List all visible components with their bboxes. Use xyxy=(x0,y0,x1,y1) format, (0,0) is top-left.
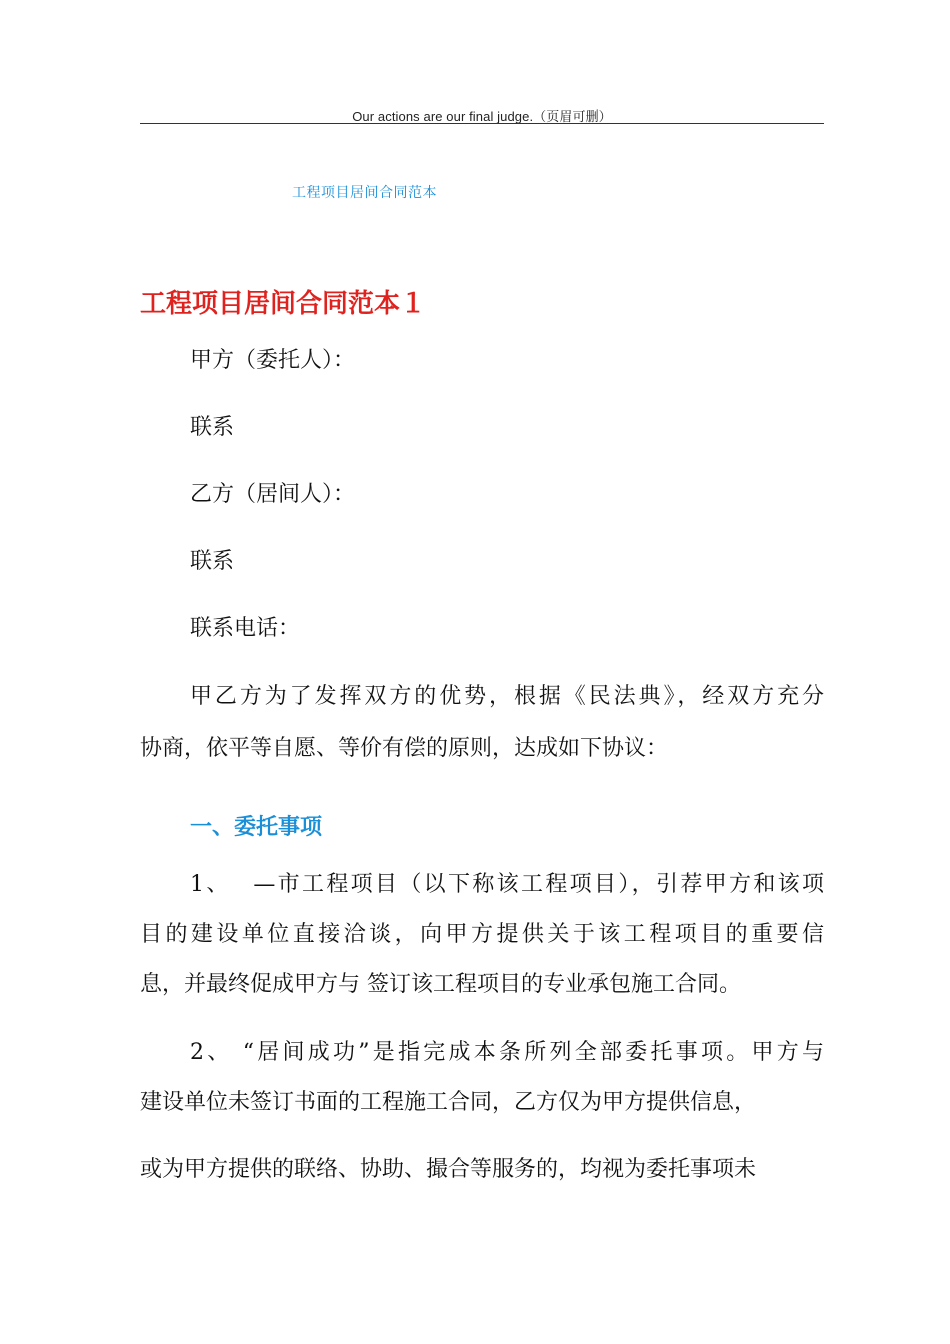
document-title: 工程项目居间合同范本 xyxy=(292,185,437,201)
item1-line-1: 1、 —市工程项目（以下称该工程项目），引荐甲方和该项 xyxy=(190,872,824,897)
intro-line-1: 甲乙方为了发挥双方的优势，根据《民法典》，经双方充分 xyxy=(190,684,824,709)
party-b-contact: 联系 xyxy=(190,549,235,574)
item1-line-3: 息，并最终促成甲方与 签订该工程项目的专业承包施工合同。 xyxy=(140,972,741,997)
header-text: Our actions are our final judge.（页眉可删） xyxy=(352,109,612,124)
item2-line-1: 2、 “居间成功”是指完成本条所列全部委托事项。甲方与 xyxy=(190,1040,824,1065)
item1-line-2: 目的建设单位直接洽谈，向甲方提供关于该工程项目的重要信 xyxy=(140,922,824,947)
header-divider xyxy=(140,123,824,124)
party-a-contact: 联系 xyxy=(190,415,235,440)
party-a-label: 甲方（委托人）： xyxy=(190,348,356,373)
contact-phone: 联系电话： xyxy=(190,616,301,641)
party-b-label: 乙方（居间人）： xyxy=(190,482,356,507)
contract-heading: 工程项目居间合同范本１ xyxy=(140,289,427,319)
item2-line-2: 建设单位未签订书面的工程施工合同，乙方仅为甲方提供信息， xyxy=(140,1090,757,1115)
item2-line-3: 或为甲方提供的联络、协助、撮合等服务的，均视为委托事项未 xyxy=(140,1157,757,1182)
section-heading-delegation: 一、委托事项 xyxy=(190,815,323,840)
intro-line-2: 协商，依平等自愿、等价有偿的原则，达成如下协议： xyxy=(140,736,669,761)
